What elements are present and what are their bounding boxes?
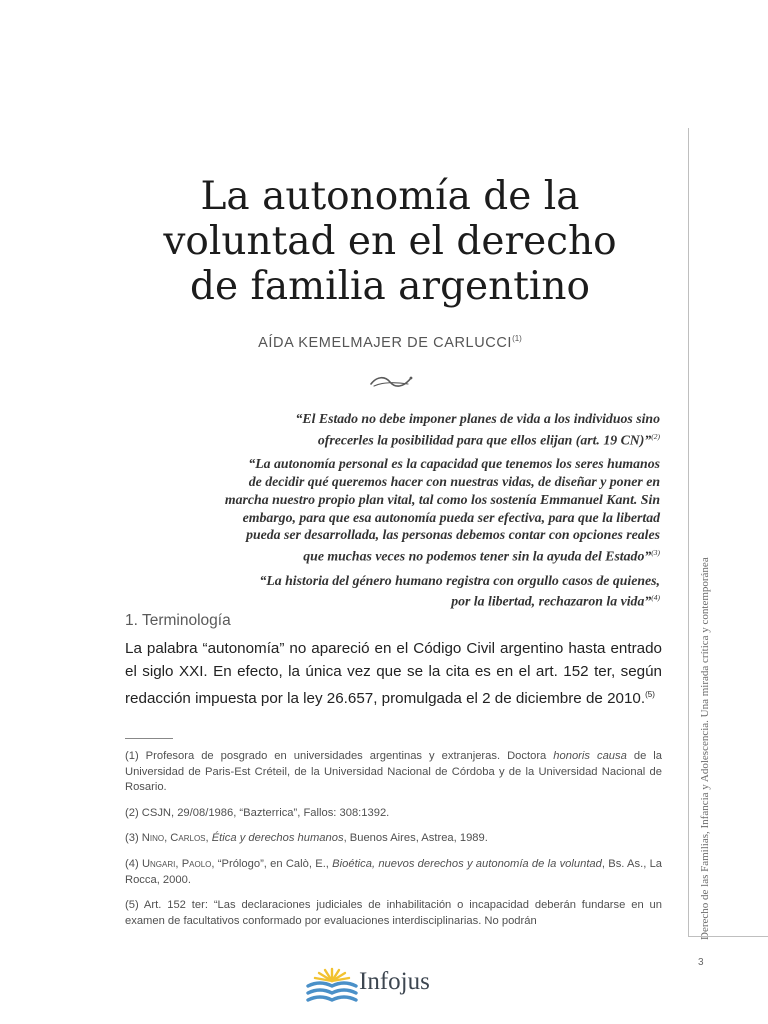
epigraphs — [120, 410, 660, 617]
epigraph-line: “La autonomía personal es la capacidad que tenemos los seres humanos — [248, 456, 660, 472]
title-line: de familia argentino — [190, 264, 590, 309]
footnote-2: (2) CSJN, 29/08/1986, “Bazterrica”, Fallos: 308:1392. — [125, 806, 390, 819]
epigraph-line — [120, 428, 660, 449]
section-heading: 1. Terminología — [125, 612, 231, 629]
footnotes — [125, 749, 662, 939]
body-paragraph-text: La palabra “autonomía” no apareció en el Código Civil argentino hasta entrado el siglo XXI. En efecto, la única vez que se la cita es en el art. 152 ter, según redacción impuesta por la ley 26.657, promulgada el 2 de diciembre de 2010. — [125, 640, 662, 708]
running-header — [693, 480, 713, 940]
epigraph-line: embargo, para que esa autonomía pueda ser efectiva, para que la libertad — [242, 509, 660, 525]
footnote-ref: (3) — [651, 548, 660, 558]
title-line: voluntad en el derecho — [163, 219, 617, 264]
footnote-1 — [125, 749, 662, 796]
footnote-text: , — [205, 832, 212, 845]
epigraph-quote — [120, 410, 660, 449]
footnote-text: de la Universidad de Paris-Est Créteil, de la Universidad Nacional de Córdoba y de la Universidad Nacional de Rosario. — [125, 750, 663, 794]
logo-text: Infojus — [359, 968, 430, 995]
footnote-ref: (5) — [645, 690, 655, 700]
epigraph-line-text: por la libertad, rechazaron la vida” — [451, 593, 652, 609]
flourish-ornament-icon — [368, 373, 414, 391]
footnote-ref: (4) — [651, 593, 660, 603]
footnote-5: (5) Art. 152 ter: “Las declaraciones judiciales de inhabilitación o incapacidad deberán fundarse en un examen de facultativos conformado por evaluaciones interdisciplinarias. No podrán — [125, 899, 662, 927]
epigraph-line: marcha nuestro propio plan vital, tal como los sostenía Emmanuel Kant. Sin — [224, 491, 660, 507]
footnote-text: (1) Profesora de posgrado en universidades argentinas y extranjeras. Doctora — [125, 750, 554, 762]
footnote-emphasis: honoris causa — [553, 750, 627, 762]
footnote-ref: (1) — [512, 334, 522, 343]
epigraph-line: de decidir qué queremos hacer con nuestras vidas, de diseñar y poner en — [248, 473, 660, 489]
footnote-emphasis: Bioética, nuevos derechos y autonomía de la voluntad — [332, 857, 602, 870]
page-title — [100, 174, 680, 309]
footnote-text: , Buenos Aires, Astrea, 1989. — [343, 832, 488, 845]
footnote-ref: (2) — [651, 431, 660, 441]
body-paragraph — [125, 637, 662, 711]
footnote-author: Ungari, Paolo — [141, 857, 212, 870]
footnote-4 — [125, 857, 662, 888]
epigraph-quote — [120, 455, 660, 565]
epigraph-line: “El Estado no debe imponer planes de vida a los individuos sino — [295, 411, 660, 426]
epigraph-line — [120, 589, 660, 610]
margin-rule — [688, 128, 689, 936]
running-header-text: Derecho de las Familias, Infancia y Adolescencia. Una mirada crítica y contemporánea — [699, 557, 711, 940]
page-number-rule — [688, 936, 768, 937]
epigraph-line — [120, 544, 660, 565]
epigraph-line-text: ofrecerles la posibilidad para que ellos elijan (art. 19 CN)” — [317, 432, 652, 448]
footnote-text: , Bs. As., La Rocca, 2000. — [125, 857, 663, 886]
page-number: 3 — [698, 957, 704, 968]
epigraph-line: “La historia del género humano registra con orgullo casos de quienes, — [259, 572, 660, 588]
footnote-text: , “Prólogo”, en Calò, E., — [211, 857, 333, 870]
epigraph-line: pueda ser desarrollada, las personas debemos contar con opciones reales — [246, 527, 660, 543]
footnote-text: (3) — [125, 832, 142, 845]
author-name: AÍDA KEMELMAJER DE CARLUCCI — [258, 334, 513, 351]
footnote-emphasis: Ética y derechos humanos — [211, 832, 344, 845]
author-byline — [120, 334, 660, 351]
footnote-text: (4) — [125, 857, 142, 870]
title-line: La autonomía de la — [200, 174, 580, 219]
open-book-sun-icon — [306, 966, 358, 1006]
epigraph-quote — [120, 572, 660, 611]
footnote-3 — [125, 831, 662, 847]
infojus-logo — [306, 966, 466, 1006]
epigraph-line-text: que muchas veces no podemos tener sin la ayuda del Estado” — [303, 548, 652, 564]
footnote-divider — [125, 738, 173, 739]
footnote-author: Nino, Carlos — [141, 832, 206, 845]
